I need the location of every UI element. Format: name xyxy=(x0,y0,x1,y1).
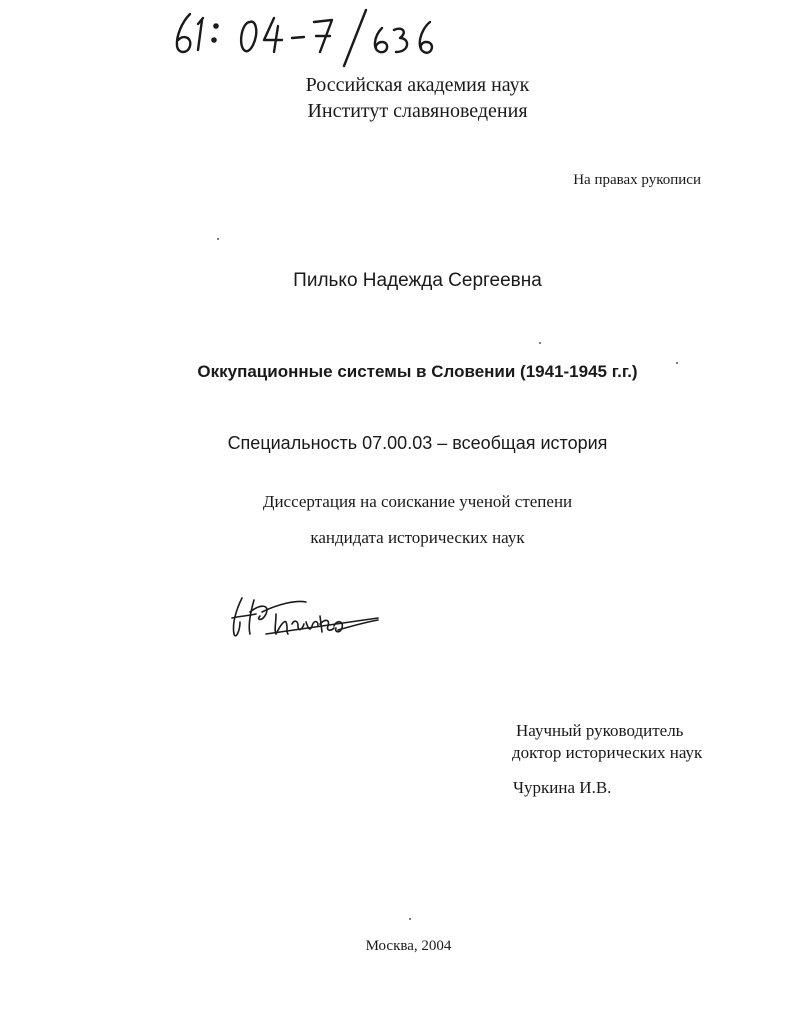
author-name: Пилько Надежда Сергеевна xyxy=(293,270,542,291)
author-signature xyxy=(226,590,386,650)
rights-note: На правах рукописи xyxy=(573,172,701,188)
degree-line-1: Диссертация на соискание ученой степени xyxy=(262,492,573,511)
supervisor-block xyxy=(512,720,702,764)
handwritten-archive-number xyxy=(168,0,458,75)
scan-speck xyxy=(217,238,219,240)
organization-header xyxy=(0,72,799,124)
supervisor-role: Научный руководитель xyxy=(516,721,684,740)
supervisor-degree: доктор исторических наук xyxy=(512,743,703,762)
organization-academy: Российская академия наук xyxy=(305,74,530,96)
dissertation-title: Оккупационные системы в Словении (1941-1945 г.г.) xyxy=(197,362,638,381)
scan-speck xyxy=(676,362,678,364)
scan-speck xyxy=(539,342,541,344)
supervisor-name: Чуркина И.В. xyxy=(513,778,612,797)
specialty-line: Специальность 07.00.03 – всеобщая история xyxy=(227,433,608,453)
degree-line-2: кандидата исторических наук xyxy=(310,528,525,547)
place-and-year: Москва, 2004 xyxy=(365,938,452,954)
organization-institute: Институт славяноведения xyxy=(307,100,528,122)
scan-speck xyxy=(409,918,411,920)
